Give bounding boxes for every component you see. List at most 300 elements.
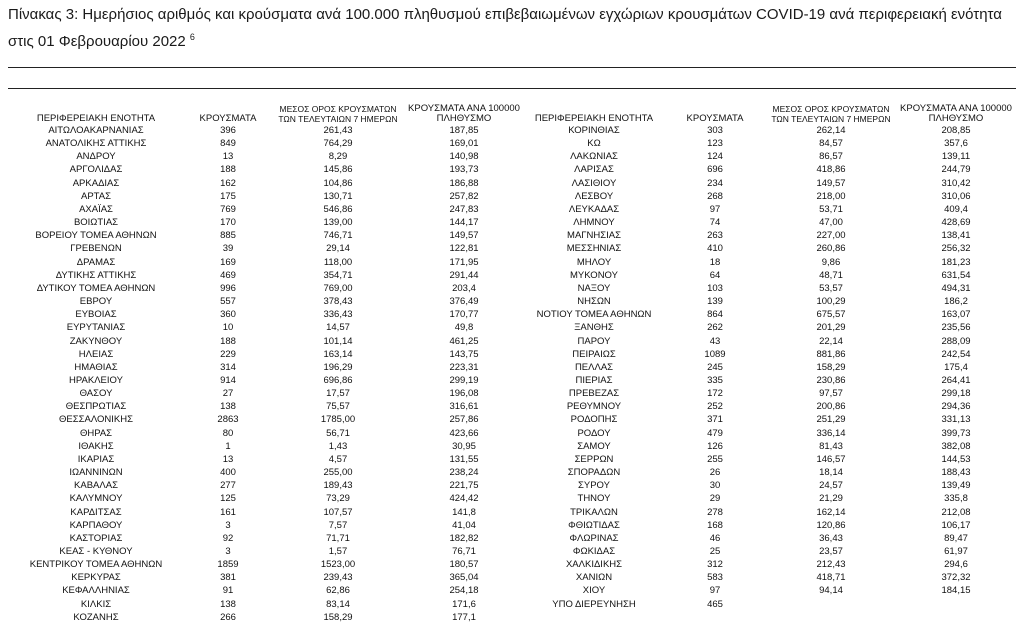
cases-cell: 400 xyxy=(220,467,236,479)
area-cell: ΙΩΑΝΝΙΝΩΝ xyxy=(69,467,123,479)
table-row xyxy=(524,321,1016,334)
per100k-cell: 257,82 xyxy=(449,190,479,202)
table-row xyxy=(8,558,524,571)
avg7-cell: 230,86 xyxy=(816,374,846,386)
cases-cell: 175 xyxy=(220,190,236,202)
area-cell: ΔΥΤΙΚΗΣ ΑΤΤΙΚΗΣ xyxy=(55,269,137,281)
avg7-cell: 746,71 xyxy=(323,230,353,242)
header-area: ΠΕΡΙΦΕΡΕΙΑΚΗ ΕΝΟΤΗΤΑ xyxy=(36,113,156,124)
cases-cell: 39 xyxy=(222,243,234,255)
per100k-cell: 242,54 xyxy=(941,348,971,360)
area-cell: ΒΟΙΩΤΙΑΣ xyxy=(73,217,119,229)
area-cell: ΚΑΡΔΙΤΣΑΣ xyxy=(70,506,122,518)
avg7-cell: 769,00 xyxy=(323,282,353,294)
table-row xyxy=(8,242,524,255)
area-cell: ΜΕΣΣΗΝΙΑΣ xyxy=(566,243,622,255)
per100k-cell: 221,75 xyxy=(449,480,479,492)
table-row xyxy=(524,177,1016,190)
header-rule xyxy=(8,88,1016,89)
avg7-cell: 1523,00 xyxy=(320,559,356,571)
per100k-cell: 49,8 xyxy=(454,322,474,334)
table-row xyxy=(524,519,1016,532)
per100k-cell: 139,11 xyxy=(941,151,971,163)
avg7-cell: 201,29 xyxy=(816,322,846,334)
area-cell: ΣΑΜΟΥ xyxy=(577,440,611,452)
table-row xyxy=(8,413,524,426)
per100k-cell: 184,15 xyxy=(941,585,971,597)
cases-cell: 885 xyxy=(220,230,236,242)
avg7-cell: 158,29 xyxy=(323,611,353,623)
avg7-cell: 97,57 xyxy=(819,388,843,400)
table-row xyxy=(524,479,1016,492)
avg7-cell: 149,57 xyxy=(816,177,846,189)
per100k-cell: 257,86 xyxy=(449,414,479,426)
avg7-cell: 17,57 xyxy=(326,388,350,400)
avg7-cell: 1,43 xyxy=(328,440,348,452)
table-row xyxy=(524,216,1016,229)
per100k-cell: 76,71 xyxy=(452,546,476,557)
table-row xyxy=(524,242,1016,255)
area-cell: ΒΟΡΕΙΟΥ ΤΟΜΕΑ ΑΘΗΝΩΝ xyxy=(35,230,157,242)
area-cell: ΝΑΞΟΥ xyxy=(577,282,611,294)
avg7-cell: 22,14 xyxy=(819,335,843,347)
avg7-cell: 139,00 xyxy=(323,217,353,229)
cases-cell: 255 xyxy=(707,453,723,465)
table-row xyxy=(8,124,524,137)
avg7-cell: 189,43 xyxy=(323,480,353,492)
per100k-cell: 170,77 xyxy=(449,309,479,321)
table-row xyxy=(8,203,524,216)
avg7-cell: 227,00 xyxy=(816,230,846,242)
cases-cell: 64 xyxy=(709,269,721,281)
table-row xyxy=(524,295,1016,308)
per100k-cell: 41,04 xyxy=(452,519,476,531)
per100k-cell: 247,83 xyxy=(449,203,479,215)
cases-cell: 469 xyxy=(220,269,236,281)
cases-cell: 46 xyxy=(709,532,721,544)
cases-cell: 30 xyxy=(709,480,721,492)
area-cell: ΔΡΑΜΑΣ xyxy=(76,256,116,268)
per100k-cell: 264,41 xyxy=(941,374,971,386)
area-cell: ΛΑΡΙΣΑΣ xyxy=(574,164,614,176)
avg7-cell: 29,14 xyxy=(326,243,350,255)
cases-cell: 314 xyxy=(220,361,236,373)
avg7-cell: 130,71 xyxy=(323,190,353,202)
area-cell: ΓΡΕΒΕΝΩΝ xyxy=(70,243,122,255)
per100k-cell: 399,73 xyxy=(941,427,971,439)
area-cell: ΑΡΓΟΛΙΔΑΣ xyxy=(69,164,123,176)
avg7-cell: 73,29 xyxy=(326,493,350,505)
avg7-cell: 354,71 xyxy=(323,269,353,281)
area-cell: ΚΟΖΑΝΗΣ xyxy=(73,611,119,623)
avg7-cell: 47,00 xyxy=(819,217,843,229)
avg7-cell: 764,29 xyxy=(323,138,353,150)
area-cell: ΚΩ xyxy=(587,138,601,150)
cases-cell: 268 xyxy=(707,190,723,202)
avg7-cell: 1785,00 xyxy=(320,414,356,426)
avg7-cell xyxy=(766,598,896,611)
avg7-cell: 21,29 xyxy=(819,493,843,505)
table-row xyxy=(8,229,524,242)
table-row xyxy=(524,440,1016,453)
per100k-cell: 196,08 xyxy=(449,388,479,400)
avg7-cell: 1,57 xyxy=(328,546,348,557)
area-cell: ΗΛΕΙΑΣ xyxy=(78,348,114,360)
avg7-cell: 94,14 xyxy=(819,585,843,597)
per100k-cell: 171,95 xyxy=(449,256,479,268)
cases-cell: 13 xyxy=(222,151,234,163)
caption-text: Πίνακας 3: Ημερήσιος αριθμός και κρούσματα ανά 100.000 πληθυσμού επιβεβαιωμένων εγχώριων κρουσμάτων COVID-19 ανά περιφερειακή ενότητα στις 01 Φεβρουαρίου 2022 xyxy=(8,6,1002,50)
area-cell: ΘΗΡΑΣ xyxy=(79,427,113,439)
area-cell: ΛΑΣΙΘΙΟΥ xyxy=(571,177,617,189)
cases-cell: 138 xyxy=(220,401,236,413)
per100k-cell: 409,4 xyxy=(944,203,968,215)
per100k-cell: 89,47 xyxy=(944,532,968,544)
cases-cell: 43 xyxy=(709,335,721,347)
area-cell: ΑΙΤΩΛΟΑΚΑΡΝΑΝΙΑΣ xyxy=(48,125,144,136)
cases-cell: 123 xyxy=(707,138,723,150)
cases-cell: 1 xyxy=(225,440,231,452)
table-row xyxy=(524,150,1016,163)
area-cell: ΝΗΣΩΝ xyxy=(577,296,611,308)
area-cell: ΧΑΛΚΙΔΙΚΗΣ xyxy=(565,559,623,571)
avg7-cell: 14,57 xyxy=(326,322,350,334)
per100k-cell: 223,31 xyxy=(449,361,479,373)
table-row xyxy=(8,216,524,229)
table-row xyxy=(524,335,1016,348)
avg7-cell: 675,57 xyxy=(816,309,846,321)
table-row xyxy=(8,519,524,532)
area-cell: ΛΕΣΒΟΥ xyxy=(574,190,614,202)
cases-cell: 3 xyxy=(225,519,231,531)
table-row xyxy=(524,137,1016,150)
avg7-cell: 9,86 xyxy=(821,256,841,268)
table-row xyxy=(8,492,524,505)
cases-cell: 138 xyxy=(220,598,236,610)
cases-cell: 410 xyxy=(707,243,723,255)
per100k-cell: 106,17 xyxy=(941,519,971,531)
avg7-cell: 261,43 xyxy=(323,125,353,136)
cases-cell: 126 xyxy=(707,440,723,452)
per100k-cell: 169,01 xyxy=(449,138,479,150)
area-cell: ΠΕΙΡΑΙΩΣ xyxy=(572,348,616,360)
cases-cell: 124 xyxy=(707,151,723,163)
cases-cell: 92 xyxy=(222,532,234,544)
per100k-cell: 188,43 xyxy=(941,467,971,479)
table-row xyxy=(8,282,524,295)
area-cell: ΑΡΤΑΣ xyxy=(81,190,111,202)
cases-cell: 396 xyxy=(220,125,236,136)
avg7-cell: 83,14 xyxy=(326,598,350,610)
avg7-cell: 145,86 xyxy=(323,164,353,176)
table-row xyxy=(8,321,524,334)
per100k-cell: 186,88 xyxy=(449,177,479,189)
area-cell: ΚΕΝΤΡΙΚΟΥ ΤΟΜΕΑ ΑΘΗΝΩΝ xyxy=(29,559,163,571)
cases-cell: 188 xyxy=(220,164,236,176)
area-cell: ΗΜΑΘΙΑΣ xyxy=(74,361,118,373)
table-row xyxy=(8,374,524,387)
area-cell: ΜΑΓΝΗΣΙΑΣ xyxy=(567,230,621,242)
avg7-cell: 546,86 xyxy=(323,203,353,215)
per100k-cell: 203,4 xyxy=(452,282,476,294)
cases-cell: 188 xyxy=(220,335,236,347)
table-row xyxy=(8,348,524,361)
area-cell: ΚΕΦΑΛΛΗΝΙΑΣ xyxy=(62,585,130,597)
area-cell: ΠΑΡΟΥ xyxy=(577,335,611,347)
cases-cell: 13 xyxy=(222,453,234,465)
area-cell: ΘΑΣΟΥ xyxy=(79,388,113,400)
avg7-cell: 7,57 xyxy=(328,519,348,531)
header-area: ΠΕΡΙΦΕΡΕΙΑΚΗ ΕΝΟΤΗΤΑ xyxy=(534,113,654,124)
cases-cell: 97 xyxy=(709,203,721,215)
per100k-cell: 494,31 xyxy=(941,282,971,294)
avg7-cell: 118,00 xyxy=(323,256,353,268)
right-data-table xyxy=(524,100,1016,611)
table-row xyxy=(8,571,524,584)
per100k-cell: 122,81 xyxy=(449,243,479,255)
avg7-cell: 86,57 xyxy=(819,151,843,163)
table-row xyxy=(524,545,1016,558)
left-header-row xyxy=(8,100,524,124)
per100k-cell: 291,44 xyxy=(449,269,479,281)
cases-cell: 234 xyxy=(707,177,723,189)
table-row xyxy=(524,124,1016,137)
per100k-cell: 144,17 xyxy=(449,217,479,229)
avg7-cell: 218,00 xyxy=(816,190,846,202)
cases-cell: 1089 xyxy=(704,348,726,360)
avg7-cell: 24,57 xyxy=(819,480,843,492)
avg7-cell: 36,43 xyxy=(819,532,843,544)
per100k-cell: 357,6 xyxy=(944,138,968,150)
cases-cell: 245 xyxy=(707,361,723,373)
area-cell: ΣΕΡΡΩΝ xyxy=(574,453,614,465)
avg7-cell: 23,57 xyxy=(819,546,843,557)
area-cell: ΘΕΣΣΑΛΟΝΙΚΗΣ xyxy=(59,414,133,426)
footnote-marker: 6 xyxy=(189,32,195,42)
avg7-cell: 75,57 xyxy=(326,401,350,413)
per100k-cell: 144,53 xyxy=(941,453,971,465)
per100k-cell: 376,49 xyxy=(449,296,479,308)
table-row xyxy=(8,269,524,282)
avg7-cell: 120,86 xyxy=(816,519,846,531)
area-cell: ΕΥΡΥΤΑΝΙΑΣ xyxy=(66,322,126,334)
cases-cell: 335 xyxy=(707,374,723,386)
per100k-cell: 423,66 xyxy=(449,427,479,439)
top-rule xyxy=(8,67,1016,68)
avg7-cell: 251,29 xyxy=(816,414,846,426)
table-row xyxy=(524,163,1016,176)
avg7-cell: 18,14 xyxy=(819,467,843,479)
per100k-cell: 335,8 xyxy=(944,493,968,505)
area-cell: ΧΙΟΥ xyxy=(582,585,606,597)
area-cell: ΑΝΔΡΟΥ xyxy=(76,151,116,163)
table-row xyxy=(8,611,524,624)
cases-cell: 27 xyxy=(222,388,234,400)
cases-cell: 168 xyxy=(707,519,723,531)
table-row xyxy=(8,177,524,190)
per100k-cell: 299,19 xyxy=(449,374,479,386)
right-table-panel xyxy=(524,100,1016,611)
table-row xyxy=(524,190,1016,203)
table-row xyxy=(524,348,1016,361)
table-row xyxy=(524,532,1016,545)
per100k-cell: 149,57 xyxy=(449,230,479,242)
table-row xyxy=(8,163,524,176)
avg7-cell: 107,57 xyxy=(323,506,353,518)
area-cell: ΦΘΙΩΤΙΔΑΣ xyxy=(568,519,620,531)
per100k-cell: 182,82 xyxy=(449,532,479,544)
area-cell: ΠΙΕΡΙΑΣ xyxy=(575,374,613,386)
cases-cell: 29 xyxy=(709,493,721,505)
per100k-cell: 181,23 xyxy=(941,256,971,268)
cases-cell: 864 xyxy=(707,309,723,321)
per100k-cell xyxy=(896,598,1016,611)
per100k-cell: 299,18 xyxy=(941,388,971,400)
cases-cell: 25 xyxy=(709,546,721,557)
header-avg7: ΜΕΣΟΣ ΟΡΟΣ ΚΡΟΥΣΜΑΤΩΝ ΤΩΝ ΤΕΛΕΥΤΑΙΩΝ 7 ΗΜΕΡΩΝ xyxy=(771,104,891,124)
avg7-cell: 696,86 xyxy=(323,374,353,386)
table-row xyxy=(524,571,1016,584)
table-row xyxy=(524,282,1016,295)
avg7-cell: 881,86 xyxy=(816,348,846,360)
per100k-cell: 187,85 xyxy=(449,125,479,136)
per100k-cell: 428,69 xyxy=(941,217,971,229)
table-row xyxy=(8,532,524,545)
right-table-body xyxy=(524,124,1016,611)
per100k-cell: 212,08 xyxy=(941,506,971,518)
cases-cell: 303 xyxy=(707,125,723,136)
table-row xyxy=(524,466,1016,479)
area-cell: ΚΙΛΚΙΣ xyxy=(80,598,112,610)
cases-cell: 557 xyxy=(220,296,236,308)
table-row xyxy=(524,598,1016,611)
area-cell: ΝΟΤΙΟΥ ΤΟΜΕΑ ΑΘΗΝΩΝ xyxy=(536,309,652,321)
cases-cell: 18 xyxy=(709,256,721,268)
avg7-cell: 336,43 xyxy=(323,309,353,321)
table-row xyxy=(8,308,524,321)
table-row xyxy=(524,203,1016,216)
header-cases: ΚΡΟΥΣΜΑΤΑ xyxy=(199,113,257,124)
left-table-body xyxy=(8,124,524,624)
table-row xyxy=(524,308,1016,321)
area-cell: ΦΩΚΙΔΑΣ xyxy=(572,546,616,557)
per100k-cell: 235,56 xyxy=(941,322,971,334)
per100k-cell: 631,54 xyxy=(941,269,971,281)
avg7-cell: 378,43 xyxy=(323,296,353,308)
area-cell: ΖΑΚΥΝΘΟΥ xyxy=(69,335,123,347)
table-caption xyxy=(8,4,1016,53)
avg7-cell: 56,71 xyxy=(326,427,350,439)
area-cell: ΜΗΛΟΥ xyxy=(576,256,612,268)
table-row xyxy=(524,584,1016,597)
per100k-cell: 141,8 xyxy=(452,506,476,518)
header-per100k: ΚΡΟΥΣΜΑΤΑ ΑΝΑ 100000 ΠΛΗΘΥΣΜΟ xyxy=(408,103,520,124)
table-row xyxy=(524,413,1016,426)
area-cell: ΕΥΒΟΙΑΣ xyxy=(75,309,117,321)
area-cell: ΚΑΛΥΜΝΟΥ xyxy=(69,493,123,505)
per100k-cell: 288,09 xyxy=(941,335,971,347)
cases-cell: 312 xyxy=(707,559,723,571)
table-row xyxy=(8,584,524,597)
area-cell: ΚΕΑΣ - ΚΥΘΝΟΥ xyxy=(59,546,133,557)
cases-cell: 996 xyxy=(220,282,236,294)
cases-cell: 360 xyxy=(220,309,236,321)
table-row xyxy=(8,295,524,308)
cases-cell: 3 xyxy=(225,546,231,557)
cases-cell: 583 xyxy=(707,572,723,584)
cases-cell: 125 xyxy=(220,493,236,505)
cases-cell: 97 xyxy=(709,585,721,597)
per100k-cell: 177,1 xyxy=(452,611,476,623)
table-row xyxy=(524,256,1016,269)
area-cell: ΥΠΟ ΔΙΕΡΕΥΝΗΣΗ xyxy=(552,598,636,610)
per100k-cell: 143,75 xyxy=(449,348,479,360)
avg7-cell: 418,86 xyxy=(816,164,846,176)
cases-cell: 229 xyxy=(220,348,236,360)
table-row xyxy=(524,492,1016,505)
area-cell: ΑΝΑΤΟΛΙΚΗΣ ΑΤΤΙΚΗΣ xyxy=(45,138,147,150)
area-cell: ΘΕΣΠΡΩΤΙΑΣ xyxy=(65,401,127,413)
area-cell: ΙΘΑΚΗΣ xyxy=(78,440,114,452)
avg7-cell: 260,86 xyxy=(816,243,846,255)
avg7-cell: 8,29 xyxy=(328,151,348,163)
table-row xyxy=(8,150,524,163)
cases-cell: 26 xyxy=(709,467,721,479)
per100k-cell: 175,4 xyxy=(944,361,968,373)
per100k-cell: 163,07 xyxy=(941,309,971,321)
cases-cell: 381 xyxy=(220,572,236,584)
table-row xyxy=(8,400,524,413)
cases-cell: 2863 xyxy=(217,414,239,426)
area-cell: ΚΑΡΠΑΘΟΥ xyxy=(69,519,123,531)
table-row xyxy=(8,137,524,150)
area-cell: ΠΡΕΒΕΖΑΣ xyxy=(568,388,620,400)
per100k-cell: 310,06 xyxy=(941,190,971,202)
table-row xyxy=(8,387,524,400)
avg7-cell: 146,57 xyxy=(816,453,846,465)
cases-cell: 161 xyxy=(220,506,236,518)
avg7-cell: 48,71 xyxy=(819,269,843,281)
table-row xyxy=(8,453,524,466)
avg7-cell: 53,71 xyxy=(819,203,843,215)
area-cell: ΕΒΡΟΥ xyxy=(79,296,113,308)
cases-cell: 172 xyxy=(707,388,723,400)
cases-cell: 277 xyxy=(220,480,236,492)
table-row xyxy=(8,545,524,558)
area-cell: ΛΑΚΩΝΙΑΣ xyxy=(570,151,618,163)
table-row xyxy=(8,466,524,479)
table-row xyxy=(8,256,524,269)
area-cell: ΠΕΛΛΑΣ xyxy=(574,361,614,373)
right-header-row xyxy=(524,100,1016,124)
area-cell: ΗΡΑΚΛΕΙΟΥ xyxy=(69,374,123,386)
area-cell: ΚΕΡΚΥΡΑΣ xyxy=(71,572,121,584)
left-data-table xyxy=(8,100,524,624)
cases-cell: 263 xyxy=(707,230,723,242)
per100k-cell: 138,41 xyxy=(941,230,971,242)
per100k-cell: 365,04 xyxy=(449,572,479,584)
area-cell: ΚΑΒΑΛΑΣ xyxy=(74,480,118,492)
avg7-cell: 62,86 xyxy=(326,585,350,597)
per100k-cell: 310,42 xyxy=(941,177,971,189)
table-row xyxy=(8,440,524,453)
cases-cell: 252 xyxy=(707,401,723,413)
avg7-cell: 4,57 xyxy=(328,453,348,465)
area-cell: ΙΚΑΡΙΑΣ xyxy=(77,453,115,465)
cases-cell: 914 xyxy=(220,374,236,386)
cases-cell: 1859 xyxy=(217,559,239,571)
cases-cell: 262 xyxy=(707,322,723,334)
